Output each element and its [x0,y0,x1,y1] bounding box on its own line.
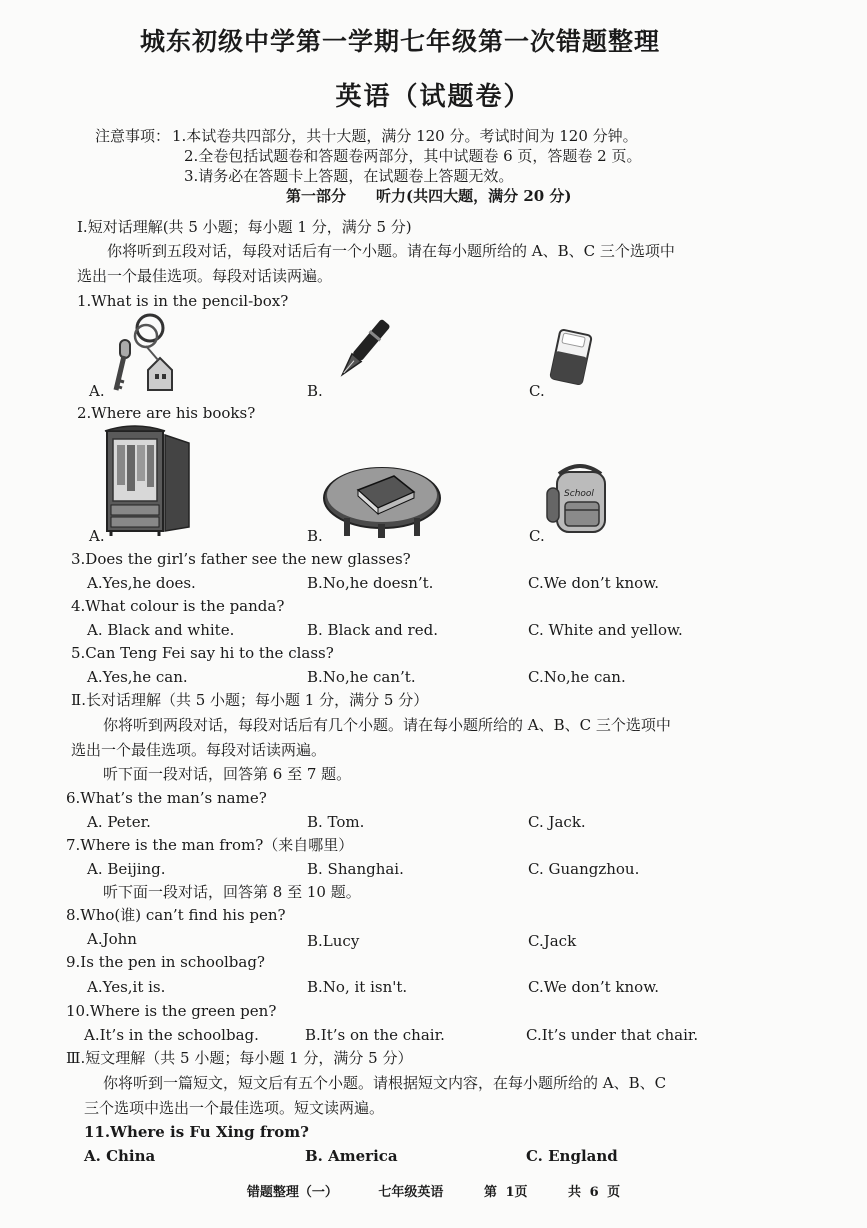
question-11: 11.Where is Fu Xing from? [84,1123,309,1141]
backpack-text: School [564,489,594,499]
q8-option-c: C.Jack [528,932,577,950]
question-4: 4.What colour is the panda? [71,597,285,615]
q1-option-b: B. [307,382,323,400]
part-1-title: 第一部分 听力(共四大题，满分 20 分) [286,187,572,205]
q9-option-a: A.Yes,it is. [87,978,166,996]
exam-title: 城东初级中学第一学期七年级第一次错题整理 [139,27,660,56]
wardrobe-icon [103,423,193,538]
eraser-icon [547,326,595,388]
q6-option-a: A. Peter. [87,813,151,831]
section-2-subheading-1: 听下面一段对话，回答第 6 至 7 题。 [103,765,352,783]
question-5: 5.Can Teng Fei say hi to the class? [71,644,334,662]
question-2: 2.Where are his books? [77,404,256,422]
q7-option-a: A. Beijing. [87,860,166,878]
q8-option-a: A.John [87,930,137,948]
q10-option-a: A.It’s in the schoolbag. [84,1026,259,1044]
q7-option-b: B. Shanghai. [307,860,404,878]
q9-option-b: B.No, it isn't. [307,978,408,996]
q4-option-b: B. Black and red. [307,621,438,639]
q7-option-c: C. Guangzhou. [528,860,640,878]
notice-item-2: 2.全卷包括试题卷和答题卷两部分，其中试题卷 6 页，答题卷 2 页。 [184,147,642,165]
question-3: 3.Does the girl’s father see the new glasses? [71,550,411,568]
q1-option-a: A. [89,382,105,400]
q8-option-b: B.Lucy [307,932,360,950]
q6-option-c: C. Jack. [528,813,586,831]
section-2-heading: Ⅱ.长对话理解（共 5 小题；每小题 1 分，满分 5 分） [71,691,429,709]
exam-subtitle: 英语（试题卷） [335,82,532,112]
q10-option-b: B.It’s on the chair. [305,1026,445,1044]
section-3-heading: Ⅲ.短文理解（共 5 小题；每小题 1 分，满分 5 分） [66,1049,413,1067]
footer-subject: 七年级英语 [378,1185,444,1200]
q3-option-a: A.Yes,he does. [87,574,196,592]
footer-left: 错题整理（一） [246,1185,338,1200]
question-1: 1.What is in the pencil-box? [77,292,289,310]
q4-option-a: A. Black and white. [87,621,235,639]
q5-option-a: A.Yes,he can. [87,668,188,686]
footer-page-number: 第 1页 [483,1185,528,1200]
school-backpack-icon [545,462,615,538]
q6-option-b: B. Tom. [307,813,365,831]
section-2-instruction: 你将听到两段对话，每段对话后有几个小题。请在每小题所给的 A、B、C 三个选项中 [103,716,671,734]
q2-option-a: A. [89,527,105,545]
q3-option-b: B.No,he doesn’t. [307,574,434,592]
q11-option-c: C. England [526,1147,618,1165]
q2-option-c: C. [529,527,545,545]
q5-option-c: C.No,he can. [528,668,626,686]
page-footer [0,1181,867,1200]
question-7: 7.Where is the man from?（来自哪里） [66,836,354,854]
q4-option-c: C. White and yellow. [528,621,683,639]
section-3-instruction: 你将听到一篇短文，短文后有五个小题。请根据短文内容，在每小题所给的 A、B、C [103,1074,667,1092]
section-3-instruction-cont: 三个选项中选出一个最佳选项。短文读两遍。 [84,1099,385,1117]
fountain-pen-icon [330,312,396,388]
footer-page-total: 共 6 页 [568,1185,621,1200]
round-table-with-book-icon [322,462,442,540]
section-1-instruction-cont: 选出一个最佳选项。每段对话读两遍。 [77,267,333,285]
section-2-instruction-cont: 选出一个最佳选项。每段对话读两遍。 [71,741,327,759]
section-2-subheading-2: 听下面一段对话，回答第 8 至 10 题。 [103,883,361,901]
q11-option-b: B. America [305,1147,398,1165]
question-6: 6.What’s the man’s name? [66,789,267,807]
q11-option-a: A. China [84,1147,156,1165]
section-1-instruction: 你将听到五段对话，每段对话后有一个小题。请在每小题所给的 A、B、C 三个选项中 [107,242,675,260]
keys-icon [108,310,173,396]
q9-option-c: C.We don’t know. [528,978,660,996]
q1-option-c: C. [529,382,545,400]
question-10: 10.Where is the green pen? [66,1002,277,1020]
q10-option-c: C.It’s under that chair. [526,1026,699,1044]
notice-item-3: 3.请务必在答题卡上答题，在试题卷上答题无效。 [184,167,514,185]
notice-item-1: 1.本试卷共四部分，共十大题，满分 120 分。考试时间为 120 分钟。 [172,127,638,145]
q5-option-b: B.No,he can’t. [307,668,416,686]
q3-option-c: C.We don’t know. [528,574,660,592]
notice-label: 注意事项： [95,127,171,145]
section-1-heading: I.短对话理解(共 5 小题；每小题 1 分，满分 5 分) [77,218,412,236]
question-8: 8.Who(谁) can’t find his pen? [66,906,286,924]
question-9: 9.Is the pen in schoolbag? [66,953,265,971]
q2-option-b: B. [307,527,323,545]
